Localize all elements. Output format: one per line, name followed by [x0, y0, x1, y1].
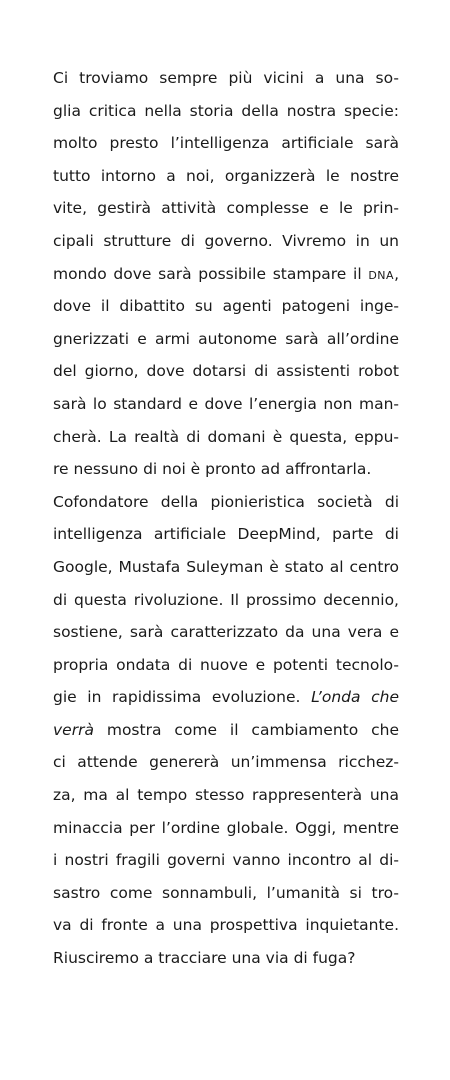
text-line: i nostri fragili governi vanno incontro al di- [53, 851, 399, 870]
text-line: ci attende genererà un’immensa ricchez- [53, 753, 399, 772]
text-line: va di fronte a una prospettiva inquietante. [53, 916, 399, 935]
text-line: cipali strutture di governo. Vivremo in un [53, 231, 399, 250]
text-line: propria ondata di nuove e potenti tecnolo- [53, 655, 399, 674]
book-title-italic: L’onda che [311, 688, 399, 707]
dna-acronym: DNA [368, 268, 395, 282]
text-line: tutto intorno a noi, organizzerà le nostre [53, 166, 399, 185]
text-line: di questa rivoluzione. Il prossimo decennio, [53, 590, 399, 609]
text-line: mondo dove sarà possibile stampare il DNA, [53, 264, 399, 283]
text-line: glia critica nella storia della nostra specie: [53, 101, 399, 120]
text-line: Ci troviamo sempre più vicini a una so- [53, 69, 399, 87]
text-line: gie in rapidissima evoluzione. L’onda che [53, 688, 399, 707]
text-line: sarà lo standard e dove l’energia non man- [53, 394, 399, 413]
text-line: dove il dibattito su agenti patogeni inge- [53, 297, 399, 316]
text-line: Cofondatore della pionieristica società di [53, 492, 399, 511]
text-line: sastro come sonnambuli, l’umanità si tro- [53, 883, 399, 902]
text-line: re nessuno di noi è pronto ad affrontarla. [53, 460, 372, 479]
text-line: sostiene, sarà caratterizzato da una vera e [53, 623, 399, 642]
text-line: minaccia per l’ordine globale. Oggi, mentre [53, 818, 399, 837]
blurb-text [53, 62, 399, 975]
text-line: verrà mostra come il cambiamento che [53, 720, 399, 739]
text-line: Google, Mustafa Suleyman è stato al centro [53, 557, 399, 576]
text-line: za, ma al tempo stesso rappresenterà una [53, 786, 399, 805]
book-title-italic: verrà [53, 720, 94, 739]
text-line: cherà. La realtà di domani è questa, eppu- [53, 427, 399, 446]
text-line: intelligenza artificiale DeepMind, parte di [53, 525, 399, 544]
text-line: Riusciremo a tracciare una via di fuga? [53, 949, 356, 968]
text-line: del giorno, dove dotarsi di assistenti robot [53, 362, 399, 381]
text-line: molto presto l’intelligenza artificiale sarà [53, 134, 399, 153]
text-line: vite, gestirà attività complesse e le prin- [53, 199, 399, 218]
text-line: gnerizzati e armi autonome sarà all’ordine [53, 329, 399, 348]
